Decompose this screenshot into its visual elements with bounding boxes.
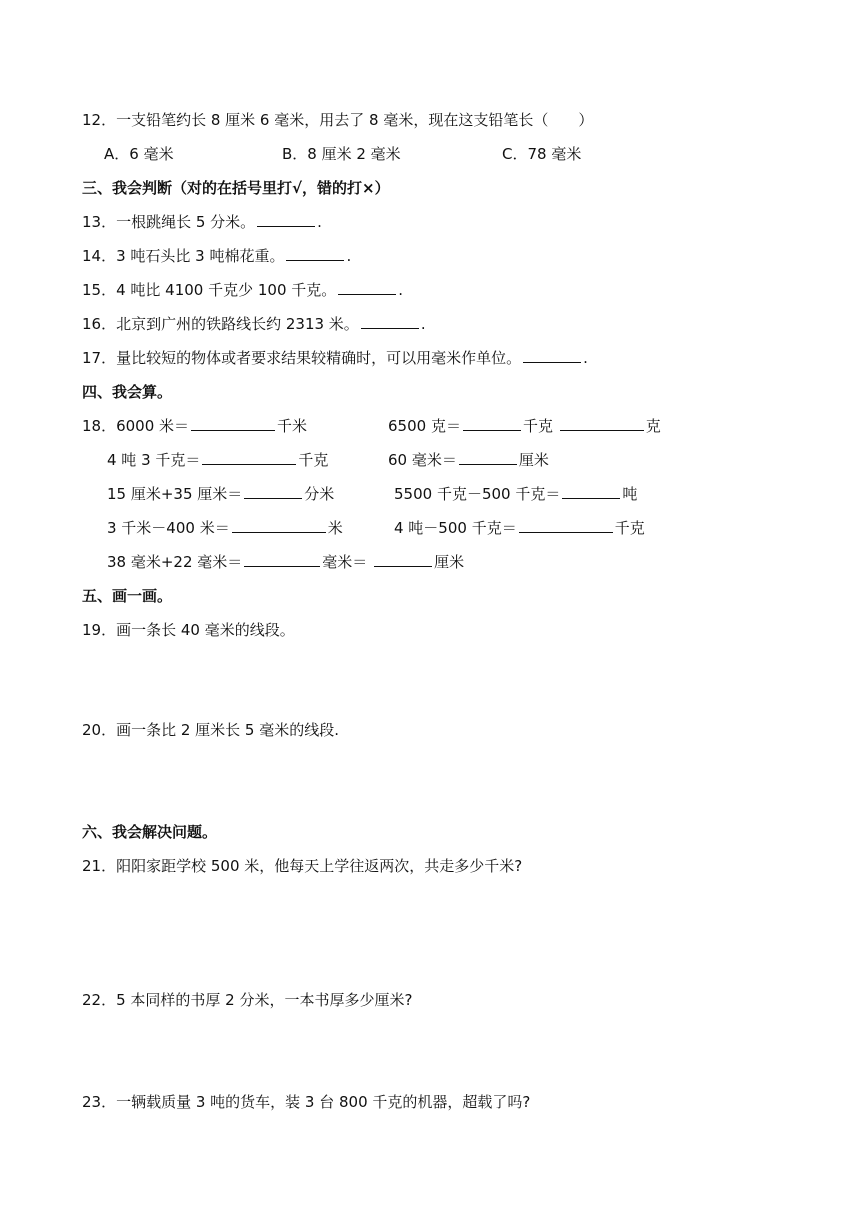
section-6-title: 六、我会解决问题。: [82, 823, 218, 841]
answer-blank[interactable]: [244, 484, 302, 499]
calc-text: 15 厘米+35 厘米＝: [107, 485, 243, 503]
option-b: B．8 厘米 2 毫米: [282, 145, 401, 163]
answer-blank[interactable]: [459, 450, 517, 465]
calc-3a: [107, 484, 334, 504]
question-end: .: [420, 315, 426, 333]
question-22: 22．5 本同样的书厚 2 分米，一本书厚多少厘米?: [82, 991, 413, 1009]
answer-blank[interactable]: [374, 552, 432, 567]
question-17: [82, 348, 588, 368]
option-c: C．78 毫米: [502, 145, 582, 163]
question-14-text: 14．3 吨石头比 3 吨棉花重。: [82, 247, 285, 265]
question-12-text: 12．一支铅笔约长 8 厘米 6 毫米，用去了 8 毫米，现在这支铅笔长（ ）: [82, 111, 594, 129]
calc-1a: [82, 416, 307, 436]
question-13: [82, 212, 322, 232]
answer-blank[interactable]: [560, 416, 644, 431]
unit-label: 厘米: [434, 553, 465, 571]
section-4-title: 四、我会算。: [82, 383, 173, 401]
question-19: 19．画一条长 40 毫米的线段。: [82, 621, 295, 639]
unit-label: 千克: [522, 417, 553, 435]
answer-blank[interactable]: [286, 246, 344, 261]
answer-blank[interactable]: [191, 416, 275, 431]
calc-text: 60 毫米＝: [388, 451, 457, 469]
calc-text: 3 千米－400 米＝: [107, 519, 230, 537]
answer-blank[interactable]: [519, 518, 613, 533]
unit-label: 千米: [277, 417, 308, 435]
answer-blank[interactable]: [523, 348, 581, 363]
unit-label: 克: [645, 417, 661, 435]
calc-text: 18．6000 米＝: [82, 417, 190, 435]
answer-blank[interactable]: [338, 280, 396, 295]
question-21: 21．阳阳家距学校 500 米，他每天上学往返两次，共走多少千米?: [82, 857, 523, 875]
calc-1b: [388, 416, 661, 436]
calc-4a: [107, 518, 343, 538]
unit-label: 千克: [614, 519, 645, 537]
answer-blank[interactable]: [244, 552, 320, 567]
answer-blank[interactable]: [202, 450, 296, 465]
calc-text: 38 毫米+22 毫米＝: [107, 553, 243, 571]
calc-text: 4 吨－500 千克＝: [394, 519, 517, 537]
question-17-text: 17．量比较短的物体或者要求结果较精确时，可以用毫米作单位。: [82, 349, 522, 367]
answer-blank[interactable]: [257, 212, 315, 227]
question-13-text: 13．一根跳绳长 5 分米。: [82, 213, 256, 231]
answer-blank[interactable]: [562, 484, 620, 499]
unit-label: 毫米＝: [322, 553, 368, 571]
section-5-title: 五、画一画。: [82, 587, 173, 605]
unit-label: 千克: [298, 451, 329, 469]
unit-label: 厘米: [518, 451, 549, 469]
unit-label: 吨: [622, 485, 638, 503]
calc-text: 4 吨 3 千克＝: [107, 451, 201, 469]
question-end: .: [346, 247, 352, 265]
question-12: [82, 110, 593, 130]
calc-2b: [388, 450, 549, 470]
answer-blank[interactable]: [361, 314, 419, 329]
option-a: A．6 毫米: [104, 145, 174, 163]
question-16-text: 16．北京到广州的铁路线长约 2313 米。: [82, 315, 359, 333]
question-15: [82, 280, 403, 300]
question-23: 23．一辆载质量 3 吨的货车，装 3 台 800 千克的机器，超载了吗?: [82, 1093, 531, 1111]
calc-3b: [394, 484, 637, 504]
calc-4b: [394, 518, 645, 538]
question-16: [82, 314, 426, 334]
calc-2a: [107, 450, 328, 470]
answer-blank[interactable]: [463, 416, 521, 431]
answer-blank[interactable]: [232, 518, 326, 533]
unit-label: 米: [327, 519, 343, 537]
section-3-title: 三、我会判断（对的在括号里打√，错的打×）: [82, 179, 390, 197]
question-20: 20．画一条比 2 厘米长 5 毫米的线段.: [82, 721, 340, 739]
question-15-text: 15．4 吨比 4100 千克少 100 千克。: [82, 281, 337, 299]
question-end: .: [317, 213, 322, 231]
calc-text: 5500 千克－500 千克＝: [394, 485, 561, 503]
calc-text: 6500 克＝: [388, 417, 461, 435]
question-14: [82, 246, 351, 266]
question-end: .: [398, 281, 404, 299]
calc-5: [107, 552, 464, 572]
unit-label: 分米: [304, 485, 335, 503]
question-end: .: [583, 349, 588, 367]
